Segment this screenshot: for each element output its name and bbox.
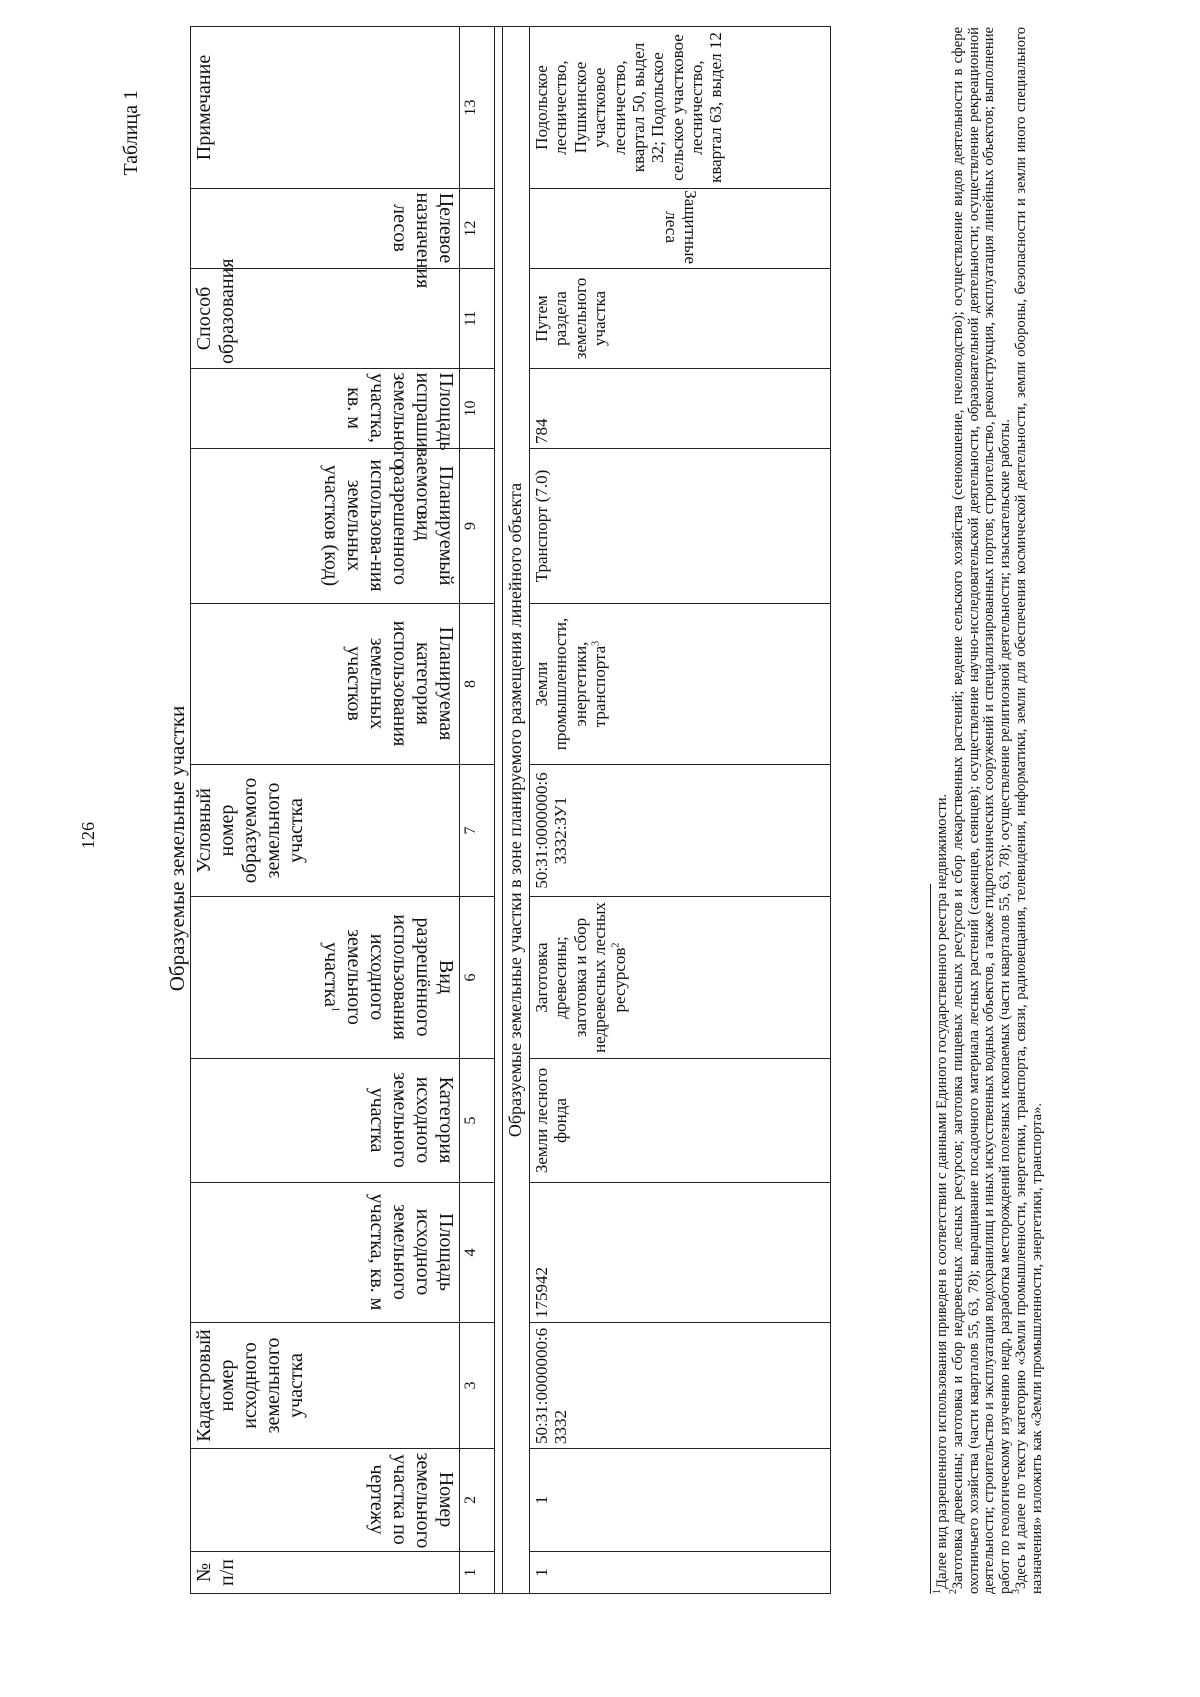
parcels-table <box>190 26 831 1594</box>
col-number-11: 11 <box>460 269 495 369</box>
header-col-1: № п/п <box>191 1552 460 1594</box>
column-numbers-row <box>460 27 495 1594</box>
cell-n: 1 <box>530 1552 831 1594</box>
cell-planned-use: Транспорт (7.0) <box>530 449 831 604</box>
section-row <box>503 27 530 1594</box>
col-number-3: 3 <box>460 1323 495 1449</box>
header-col-8: Планируемая категория использования земельных участков <box>191 604 460 765</box>
header-col-5: Категория исходного земельного участка <box>191 1059 460 1183</box>
section-title: Образуемые земельные участки в зоне планируемого размещения линейного объекта <box>503 27 530 1594</box>
table-title: Образуемые земельные участки <box>165 705 189 992</box>
header-col-6-sup: 1 <box>329 1007 341 1013</box>
col-number-5: 5 <box>460 1059 495 1183</box>
table-label: Таблица 1 <box>120 90 142 176</box>
col-number-7: 7 <box>460 765 495 897</box>
cell-planned-category <box>530 604 831 765</box>
footnote-2 <box>947 27 1014 1594</box>
cell-use-source-sup: 2 <box>609 942 621 948</box>
footnote-2-mark: 2 <box>947 1589 959 1594</box>
cell-cond-number: 50:31:0000000:63332:ЗУ1 <box>530 765 831 897</box>
header-col-3: Кадастровый номер исходного земельного участка <box>191 1323 460 1449</box>
footnote-3-text: Здесь и далее по тексту категорию «Земли промышленности, энергетики, транспорта, связи, радиовещания, телевидения, информатики, земли для обеспечения космической деятельности, земли обороны, безопасности и земли иного специального назначения» изложить как «Земли промышленности, энергетики, транспорта». <box>1012 27 1045 1594</box>
cell-area-source: 175942 <box>530 1183 831 1323</box>
header-col-9: Планируемый вид разрешенного использова-ния земельных участков (код) <box>191 449 460 604</box>
footnote-1 <box>932 27 951 1594</box>
col-number-12: 12 <box>460 189 495 269</box>
header-col-6 <box>191 897 460 1059</box>
footnotes <box>930 27 1045 1594</box>
header-col-13: Примечание <box>191 27 460 189</box>
col-number-6: 6 <box>460 897 495 1059</box>
cell-use-source-text: Заготовка древесины; заготовка и сбор недревесных лесных ресурсов <box>532 902 629 1053</box>
footnote-2-text: Заготовка древесины; заготовка и сбор недревесных лесных ресурсов; заготовка пищевых лесных ресурсов и сбор лекарственных растений; ведение сельского хозяйства (сенокошение, пчеловодство); осуществление видов деятельности в сфере охотничьего хозяйства (части кварталов 55, 63, 78); выращивание посадочного материала лесных растений (саженцев, сеянцев); осуществление научно-исследовательской деятельности, образовательной деятельности; осуществление рекреационной деятельности; строительство и эксплуатация водохранилищ и иных искусственных водных объектов, а также гидротехнических сооружений и специализированных портов; строительство, реконструкция, эксплуатация линейных объектов; выполнение работ по геологическому изучению недр, разработка месторождений полезных ископаемых (части кварталов 55, 63, 78); осуществление религиозной деятельности; изыскательские работы. <box>949 27 1013 1594</box>
col-number-1: 1 <box>460 1552 495 1594</box>
header-col-4: Площадь исходного земельного участка, кв. м <box>191 1183 460 1323</box>
footnote-3 <box>1010 27 1046 1594</box>
cell-method: Путем раздела земельного участка <box>530 269 831 369</box>
col-number-10: 10 <box>460 369 495 449</box>
header-col-2: Номер земельного участка по чертежу <box>191 1449 460 1552</box>
table-row <box>530 27 831 1594</box>
col-number-8: 8 <box>460 604 495 765</box>
header-col-12: Целевое назначения лесов <box>191 189 460 269</box>
cell-use-source <box>530 897 831 1059</box>
header-col-10: Площадь испрашиваемого земельного участка, кв. м <box>191 369 460 449</box>
col-number-13: 13 <box>460 27 495 189</box>
spacer-row <box>495 27 503 1594</box>
cell-cadastral: 50:31:0000000:63332 <box>530 1323 831 1449</box>
header-col-11: Способ образования <box>191 269 460 369</box>
footnote-3-mark: 3 <box>1010 1589 1022 1594</box>
cell-planned-category-text: Земли промышленности, энергетики, транспорта <box>532 617 610 751</box>
footnote-1-text: Далее вид разрешенного использования приведен в соответствии с данными Единого государственного реестра недвижимости. <box>934 793 950 1589</box>
col-number-4: 4 <box>460 1183 495 1323</box>
header-col-6-text: Вид разрешённого использования исходного земельного участка <box>320 914 457 1041</box>
header-col-7: Условный номер образуемого земельного участка <box>191 765 460 897</box>
footnote-divider <box>930 884 931 1594</box>
col-number-9: 9 <box>460 449 495 604</box>
col-number-2: 2 <box>460 1449 495 1552</box>
cell-area-requested: 784 <box>530 369 831 449</box>
cell-forest-purpose-text: Защитные леса <box>661 190 700 264</box>
cell-planned-category-sup: 3 <box>590 640 602 646</box>
page-number: 126 <box>78 822 98 849</box>
cell-note: Подольское лесничество, Пушкинское участковое лесничество, квартал 50, выдел 32; Подольское сельское участковое лесничество, квартал 63, выдел 12 <box>530 27 831 189</box>
cell-drawing-no: 1 <box>530 1449 831 1552</box>
cell-forest-purpose <box>530 189 831 269</box>
header-row <box>191 27 460 1594</box>
cell-category-source: Земли лесного фонда <box>530 1059 831 1183</box>
footnote-1-mark: 1 <box>932 1589 944 1594</box>
